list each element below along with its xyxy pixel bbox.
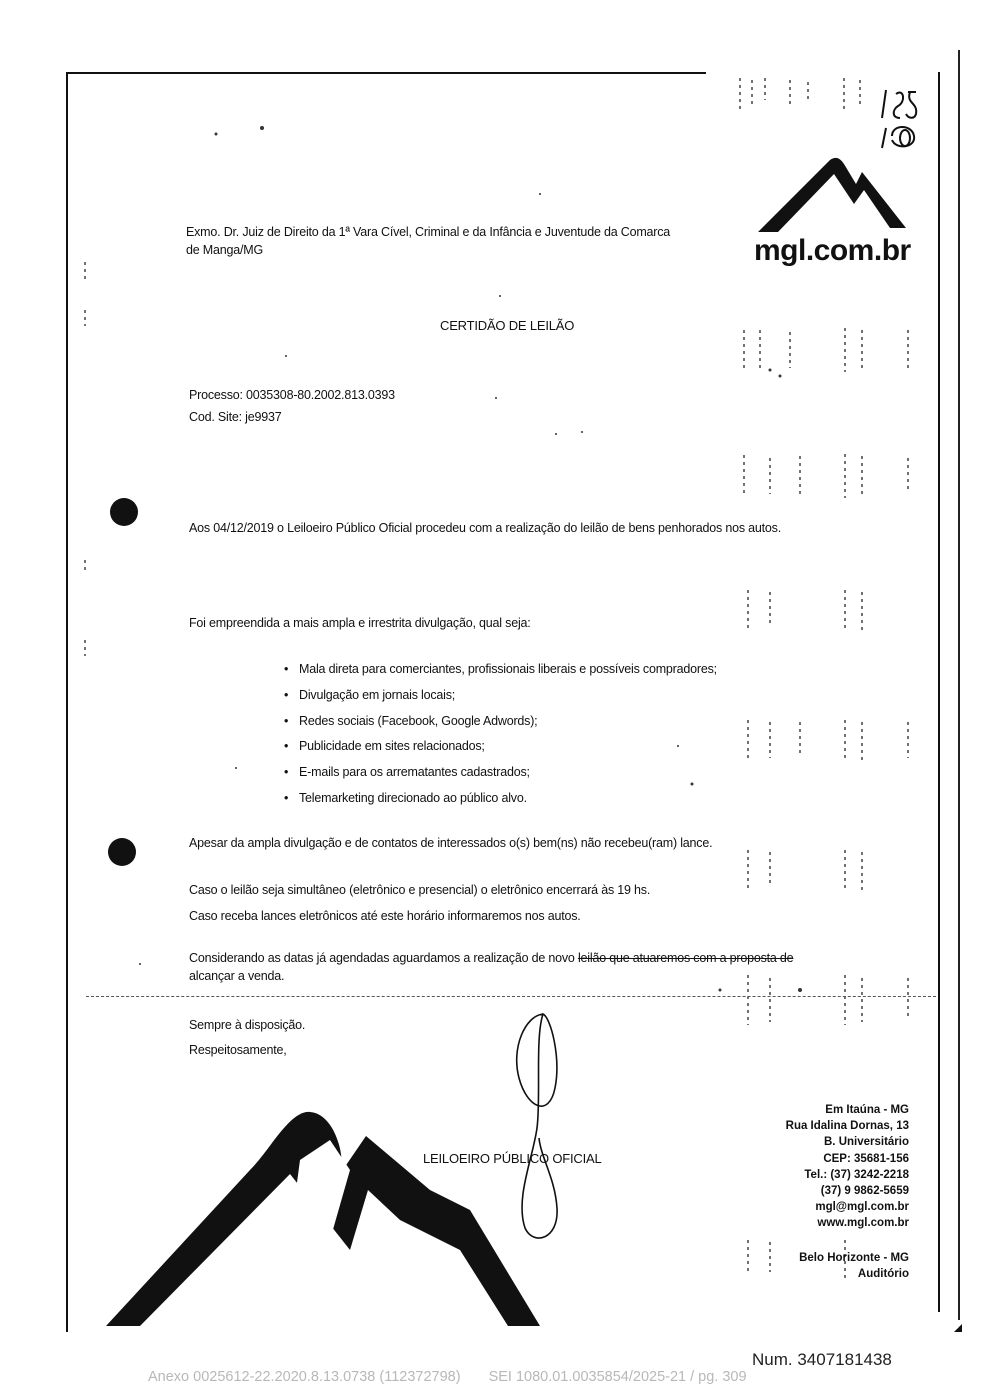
list-item-text: Publicidade em sites relacionados; — [299, 739, 485, 754]
mgl-logo-large-icon — [100, 1100, 540, 1330]
electronic-bids-line: Caso receba lances eletrônicos até este horário informaremos nos autos. — [189, 909, 581, 923]
scan-dashed-line — [86, 996, 936, 997]
mgl-logo-mountains-icon — [752, 156, 912, 236]
bh-city: Belo Horizonte - MG — [799, 1252, 909, 1264]
process-number: Processo: 0035308-80.2002.813.0393 — [189, 388, 395, 402]
list-item — [284, 688, 717, 714]
bullet-icon: • — [284, 687, 289, 702]
struck-text: leilão que atuaremos com a proposta de — [577, 951, 794, 965]
punch-hole-top — [110, 498, 138, 526]
footer-sei: SEI 1080.01.0035854/2025-21 / pg. 309 — [488, 1369, 747, 1385]
considering-line-end: alcançar a venda. — [189, 969, 285, 983]
contact-cep: CEP: 35681-156 — [823, 1152, 909, 1165]
bullet-icon: • — [284, 790, 289, 805]
closing-regards: Respeitosamente, — [189, 1043, 287, 1057]
document-number: Num. 3407181438 — [752, 1350, 892, 1369]
list-item-text: E-mails para os arrematantes cadastrados; — [299, 765, 530, 780]
auction-paragraph: Aos 04/12/2019 o Leiloeiro Público Oficial procedeu com a realização do leilão de bens penhorados nos autos. — [189, 521, 781, 535]
punch-hole-bottom — [108, 838, 136, 866]
document-title: CERTIDÃO DE LEILÃO — [440, 318, 575, 333]
signer-title: LEILOEIRO PÚBLICO OFICIAL — [423, 1151, 602, 1166]
divulgation-list — [284, 662, 717, 817]
addressee: Exmo. Dr. Juiz de Direito da 1ª Vara Cível, Criminal e da Infância e Juventude da Comarca de Manga/MG — [186, 225, 671, 257]
corner-arrow-icon — [952, 1322, 964, 1334]
contact-street: Rua Idalina Dornas, 13 — [785, 1120, 909, 1133]
list-item — [284, 739, 717, 765]
bullet-icon: • — [284, 713, 289, 728]
logo-text: mgl.com.br — [754, 234, 911, 267]
list-item — [284, 765, 717, 791]
closing-line: Sempre à disposição. — [189, 1018, 306, 1032]
bh-contact-block — [799, 1250, 909, 1282]
considering-text: Considerando as datas já agendadas aguardamos a realização de novo — [189, 951, 578, 965]
list-item-text: Divulgação em jornais locais; — [299, 687, 456, 702]
contact-district: B. Universitário — [824, 1136, 909, 1149]
simultaneous-line: Caso o leilão seja simultâneo (eletrônico e presencial) o eletrônico encerrará às 19 hs. — [189, 883, 651, 897]
footer-stamp — [148, 1369, 747, 1385]
contact-mobile: (37) 9 9862-5659 — [820, 1185, 909, 1198]
list-item — [284, 714, 717, 740]
list-item-text: Telemarketing direcionado ao público alvo. — [299, 790, 527, 805]
page-border-top — [66, 72, 706, 74]
scan-edge-line — [958, 50, 960, 1320]
contact-block — [786, 1102, 909, 1232]
list-item — [284, 791, 717, 817]
handwritten-page-number-marks — [872, 84, 932, 154]
page-border-left — [66, 72, 68, 1332]
list-item — [284, 662, 717, 688]
site-code: Cod. Site: je9937 — [189, 410, 282, 424]
no-bids-paragraph: Apesar da ampla divulgação e de contatos de interessados o(s) bem(ns) não recebeu(ram) lance. — [189, 836, 713, 850]
bh-place: Auditório — [857, 1268, 909, 1280]
list-item-text: Mala direta para comerciantes, profissionais liberais e possíveis compradores; — [299, 662, 717, 676]
bullet-icon: • — [284, 765, 289, 780]
contact-phone: Tel.: (37) 3242-2218 — [804, 1168, 909, 1181]
contact-city: Em Itaúna - MG — [825, 1104, 909, 1116]
list-item-text: Redes sociais (Facebook, Google Adwords); — [299, 713, 538, 728]
footer-annex: Anexo 0025612-22.2020.8.13.0738 (112372798) — [148, 1369, 461, 1385]
page-border-right — [938, 72, 940, 1312]
bullet-icon: • — [284, 739, 289, 754]
considering-line — [189, 951, 793, 965]
contact-email: mgl@mgl.com.br — [815, 1201, 909, 1214]
bullet-icon: • — [284, 662, 289, 676]
contact-website: www.mgl.com.br — [817, 1217, 909, 1230]
divulgation-intro: Foi empreendida a mais ampla e irrestrita divulgação, qual seja: — [189, 616, 531, 630]
